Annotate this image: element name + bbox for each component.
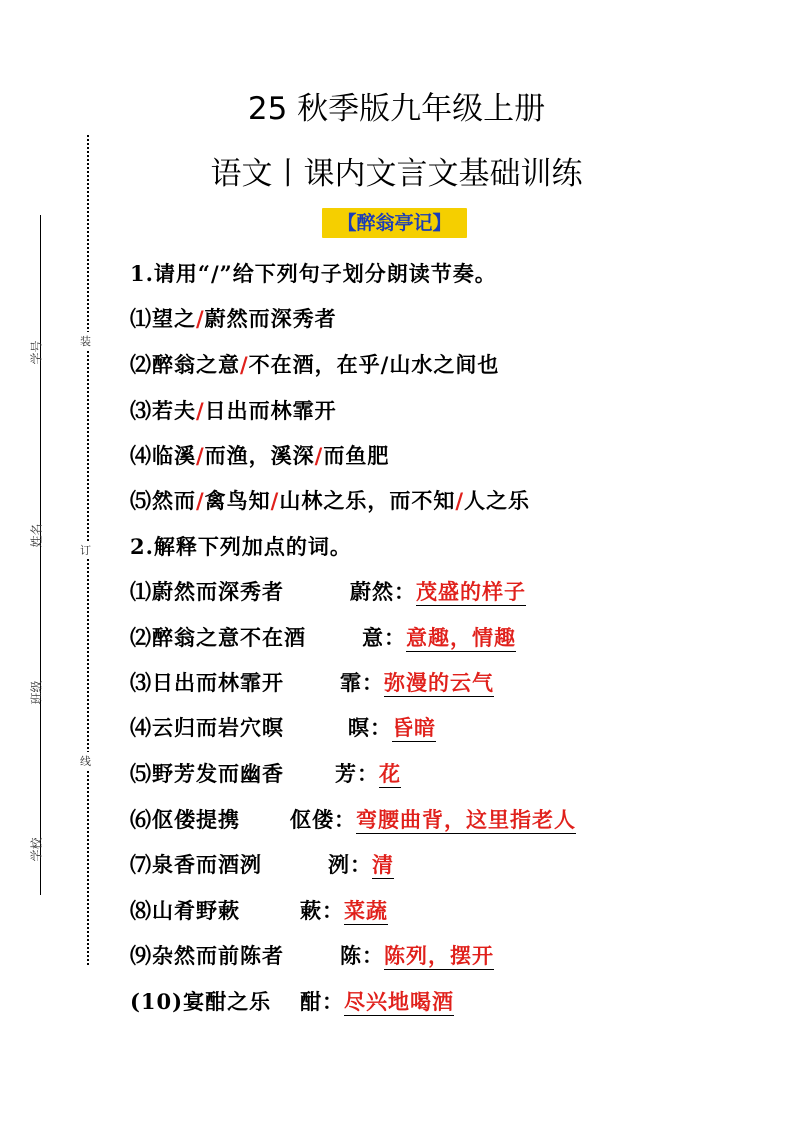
- q2-item-number: ⑶: [130, 670, 152, 695]
- sentence-fragment: 然而: [152, 488, 196, 513]
- q2-answer-group: [348, 712, 436, 742]
- q2-sentence: 泉香而酒洌: [152, 852, 262, 877]
- q2-answer: 意趣，情趣: [406, 625, 516, 650]
- section-tag: 【醉翁亭记】: [322, 208, 467, 238]
- q2-target-word: 意：: [362, 625, 406, 650]
- q2-sentence: 山肴野蔌: [152, 898, 240, 923]
- pause-mark: /: [380, 352, 390, 377]
- q2-item: [130, 940, 284, 970]
- q2-item: [130, 804, 240, 834]
- q2-target-word: 暝：: [348, 715, 392, 740]
- page-title: 25 秋季版九年级上册: [247, 91, 546, 127]
- q2-answer-group: [300, 986, 454, 1016]
- q2-answer-group: [335, 758, 401, 788]
- q2-target-word: 蔚然：: [350, 579, 416, 604]
- q2-item-number: ⑻: [130, 898, 152, 923]
- q2-target-word: 陈：: [340, 943, 384, 968]
- q2-answer: 昏暗: [392, 715, 436, 740]
- q2-answer-group: [300, 895, 388, 925]
- page-subtitle: 语文丨课内文言文基础训练: [210, 156, 583, 192]
- sentence-fragment: 而鱼肥: [323, 443, 390, 468]
- sentence-fragment: 而渔，溪深: [204, 443, 315, 468]
- binding-mark-ding: 订: [80, 541, 91, 559]
- sentence-fragment: 人之乐: [464, 488, 531, 513]
- q2-answer-group: [362, 622, 516, 652]
- q2-answer: 茂盛的样子: [416, 579, 526, 604]
- q2-target-word: 洌：: [328, 852, 372, 877]
- q2-item-number: ⑹: [130, 807, 152, 832]
- pause-mark-answer: /: [270, 488, 280, 513]
- sentence-fragment: 若夫: [152, 398, 196, 423]
- pause-mark-answer: /: [196, 443, 205, 468]
- sentence-fragment: 山水之间也: [389, 352, 500, 377]
- q2-answer-group: [290, 804, 576, 834]
- q2-sentence: 日出而林霏开: [152, 670, 284, 695]
- binding-mark-xian: 线: [80, 752, 91, 770]
- q2-sentence: 宴酣之乐: [183, 989, 272, 1014]
- q2-item: [130, 758, 284, 788]
- q2-item: [130, 622, 306, 652]
- q2-item-number: ⑸: [130, 761, 152, 786]
- field-school: 学校: [29, 837, 44, 862]
- q2-answer: 尽兴地喝酒: [344, 989, 454, 1014]
- sentence-fragment: 不在酒，在乎: [248, 352, 381, 377]
- q1-item: [130, 303, 337, 333]
- q2-item: [130, 986, 271, 1016]
- q2-item-number: ⑵: [130, 625, 152, 650]
- pause-mark-answer: /: [196, 398, 205, 423]
- sentence-fragment: 临溪: [152, 443, 196, 468]
- q1-item: [130, 349, 499, 379]
- q2-sentence: 伛偻提携: [152, 807, 240, 832]
- q2-sentence: 蔚然而深秀者: [152, 579, 284, 604]
- q1-item-number: ⑴: [130, 306, 152, 331]
- field-name: 姓名: [29, 523, 44, 548]
- q2-target-word: 芳：: [335, 761, 379, 786]
- q2-answer: 陈列，摆开: [384, 943, 494, 968]
- q2-target-word: 酣：: [300, 989, 344, 1014]
- q2-item: [130, 576, 284, 606]
- q1-item: [130, 395, 337, 425]
- q2-answer: 菜蔬: [344, 898, 388, 923]
- q2-item-number: ⑺: [130, 852, 152, 877]
- q2-sentence: 野芳发而幽香: [152, 761, 284, 786]
- q2-answer-group: [340, 940, 494, 970]
- q2-prompt: 2.解释下列加点的词。: [130, 534, 352, 559]
- q2-target-word: 蔌：: [300, 898, 344, 923]
- q2-answer: 清: [372, 852, 394, 877]
- q2-sentence: 杂然而前陈者: [152, 943, 284, 968]
- sentence-fragment: 蔚然而深秀者: [204, 306, 337, 331]
- q2-item: [130, 667, 284, 697]
- q2-sentence: 醉翁之意不在酒: [152, 625, 306, 650]
- q2-item-number: (10): [130, 989, 184, 1014]
- sentence-fragment: 望之: [152, 306, 196, 331]
- q1-prompt: 1.请用“/”给下列句子划分朗读节奏。: [130, 261, 497, 286]
- sentence-fragment: 日出而林霏开: [204, 398, 337, 423]
- q1-item-number: ⑶: [130, 398, 152, 423]
- sentence-fragment: 禽鸟知: [204, 488, 271, 513]
- pause-mark-answer: /: [455, 488, 465, 513]
- sentence-fragment: 山林之乐，而不知: [279, 488, 456, 513]
- q2-target-word: 伛偻：: [290, 807, 356, 832]
- pause-mark-answer: /: [196, 488, 205, 513]
- pause-mark-answer: /: [196, 306, 205, 331]
- q2-item-number: ⑼: [130, 943, 152, 968]
- q2-target-word: 霏：: [340, 670, 384, 695]
- student-info-fields: [30, 215, 42, 895]
- q2-answer-group: [340, 667, 494, 697]
- q2-answer: 弯腰曲背，这里指老人: [356, 807, 576, 832]
- pause-mark-answer: /: [314, 443, 324, 468]
- q2-answer: 弥漫的云气: [384, 670, 494, 695]
- q2-item-number: ⑴: [130, 579, 152, 604]
- q2-item: [130, 712, 284, 742]
- field-student-id: 学号: [29, 340, 44, 365]
- pause-mark-answer: /: [240, 352, 249, 377]
- q1-item-number: ⑵: [130, 352, 152, 377]
- q2-sentence: 云归而岩穴暝: [152, 715, 284, 740]
- sentence-fragment: 醉翁之意: [152, 352, 240, 377]
- q2-item: [130, 895, 240, 925]
- q2-answer: 花: [379, 761, 401, 786]
- q2-answer-group: [328, 849, 394, 879]
- q1-item-number: ⑷: [130, 443, 152, 468]
- q2-item-number: ⑷: [130, 715, 152, 740]
- q2-item: [130, 849, 262, 879]
- q1-item: [130, 485, 530, 515]
- field-class: 班级: [29, 680, 44, 705]
- q2-answer-group: [350, 576, 526, 606]
- binding-mark-zhuang: 装: [80, 332, 91, 350]
- q1-item-number: ⑸: [130, 488, 152, 513]
- q1-item: [130, 440, 389, 470]
